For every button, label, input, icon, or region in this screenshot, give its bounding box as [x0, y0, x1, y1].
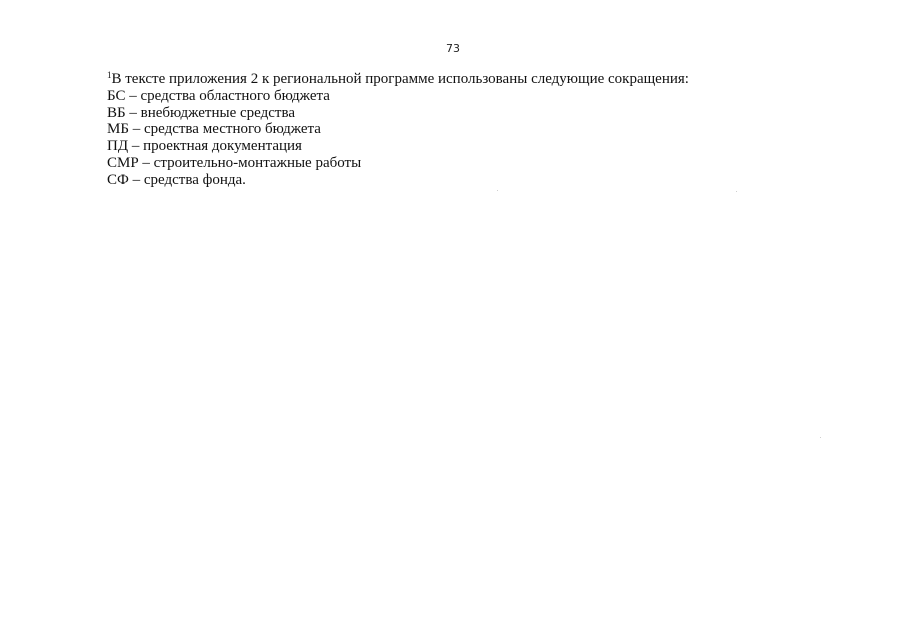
footnote-intro-text: В тексте приложения 2 к региональной программе использованы следующие сокращения: [111, 71, 689, 87]
abbreviation-bs: БС – средства областного бюджета [107, 87, 330, 104]
scan-speck [820, 437, 821, 438]
abbreviation-pd: ПД – проектная документация [107, 138, 302, 155]
abbreviation-vb: ВБ – внебюджетные средства [107, 104, 295, 121]
abbreviation-mb: МБ – средства местного бюджета [107, 121, 321, 138]
scan-speck [497, 190, 498, 191]
page-number: 73 [446, 42, 460, 55]
abbreviation-smr: СМР – строительно-монтажные работы [107, 154, 362, 171]
abbreviations-footnote [107, 71, 807, 189]
footnote-intro [107, 71, 807, 88]
footnote-marker: 1 [107, 70, 112, 80]
scan-speck [736, 191, 737, 192]
abbreviation-sf: СФ – средства фонда. [107, 171, 246, 188]
